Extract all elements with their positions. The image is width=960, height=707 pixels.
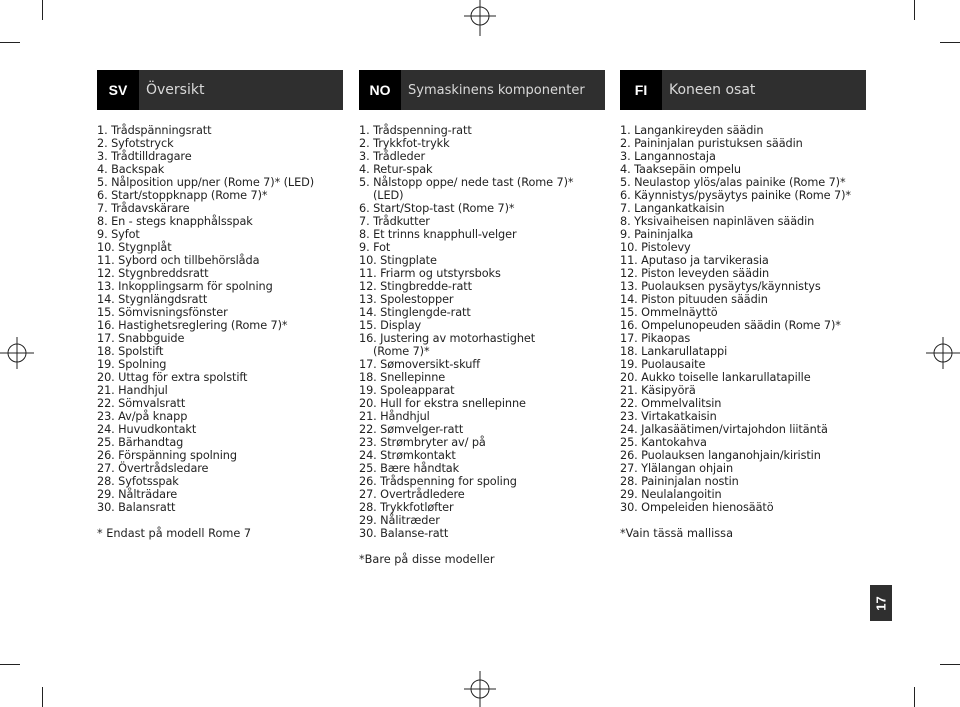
crop-mark (42, 0, 43, 20)
crop-mark (940, 42, 960, 43)
crop-mark (914, 0, 915, 20)
list-item: 17. Pikaopas (620, 332, 691, 345)
list-item: 10. Pistolevy (620, 241, 691, 254)
section-header (620, 70, 866, 110)
list-item: 10. Stingplate (359, 254, 437, 267)
list-item: 9. Paininjalka (620, 228, 694, 241)
list-item: 2. Paininjalan puristuksen säädin (620, 137, 803, 150)
crop-mark (0, 664, 20, 665)
list-item: 22. Sømvelger-ratt (359, 423, 464, 436)
column-no (359, 70, 605, 566)
list-item: 3. Trådtilldragare (97, 150, 192, 163)
list-item: 5. Neulastop ylös/alas painike (Rome 7)* (620, 176, 846, 189)
list-item: 2. Trykkfot-trykk (359, 137, 450, 150)
section-header (359, 70, 605, 110)
list-item: 10. Stygnplåt (97, 241, 172, 254)
list-item: 28. Paininjalan nostin (620, 475, 739, 488)
list-item: 16. Hastighetsreglering (Rome 7)* (97, 319, 288, 332)
list-item: 20. Aukko toiselle lankarullatapille (620, 371, 811, 384)
list-item: 14. Stygnlängdsratt (97, 293, 208, 306)
list-item: 24. Jalkasäätimen/virtajohdon liitäntä (620, 423, 828, 436)
section-header (97, 70, 343, 110)
list-item: 14. Piston pituuden säädin (620, 293, 768, 306)
list-item: 23. Virtakatkaisin (620, 410, 717, 423)
list-item: 21. Käsipyörä (620, 384, 696, 397)
list-item: 15. Sömvisningsfönster (97, 306, 228, 319)
list-item: 6. Käynnistys/pysäytys painike (Rome 7)* (620, 189, 851, 202)
list-item: 5. Nålstopp oppe/ nede tast (Rome 7)* (359, 176, 574, 189)
list-item: 11. Friarm og utstyrsboks (359, 267, 501, 280)
registration-mark (920, 333, 960, 373)
list-item: 17. Snabbguide (97, 332, 185, 345)
column-sv (97, 70, 343, 540)
list-item: 16. Justering av motorhastighet (359, 332, 536, 345)
list-item: 19. Spoleapparat (359, 384, 455, 397)
list-item: 4. Taaksepäin ompelu (620, 163, 741, 176)
list-item: 25. Bärhandtag (97, 436, 184, 449)
list-item: 30. Ompeleiden hienosäätö (620, 501, 774, 514)
list-item: 7. Trådkutter (359, 215, 430, 228)
list-item: 22. Ommelvalitsin (620, 397, 722, 410)
list-item: 29. Neulalangoitin (620, 488, 722, 501)
crop-mark (914, 687, 915, 707)
list-item: 26. Puolauksen langanohjain/kiristin (620, 449, 821, 462)
list-item: 28. Trykkfotløfter (359, 501, 454, 514)
list-item: 27. Övertrådsledare (97, 462, 209, 475)
list-item: 8. Et trinns knapphull-velger (359, 228, 517, 241)
list-item: 25. Bære håndtak (359, 462, 460, 475)
list-item: (Rome 7)* (359, 345, 430, 358)
list-item: 19. Puolausaite (620, 358, 706, 371)
list-item: 15. Ommelnäyttö (620, 306, 718, 319)
list-item: 24. Huvudkontakt (97, 423, 197, 436)
list-item: 20. Uttag för extra spolstift (97, 371, 248, 384)
list-item: 22. Sömvalsratt (97, 397, 186, 410)
list-item: 29. Nålträdare (97, 488, 178, 501)
list-item: 4. Backspak (97, 163, 165, 176)
list-item: 16. Ompelunopeuden säädin (Rome 7)* (620, 319, 841, 332)
crop-mark (940, 664, 960, 665)
section-title: Koneen osat (662, 70, 866, 110)
list-item: 12. Stingbredde-ratt (359, 280, 472, 293)
list-item: 8. En - stegs knapphålsspak (97, 215, 253, 228)
list-item: 23. Strømbryter av/ på (359, 436, 486, 449)
list-item: 25. Kantokahva (620, 436, 707, 449)
page-number: 17 (873, 595, 889, 611)
list-item: 18. Snellepinne (359, 371, 446, 384)
language-code: FI (634, 82, 648, 98)
list-item: 26. Trådspenning for spoling (359, 475, 517, 488)
list-item: 19. Spolning (97, 358, 167, 371)
list-item: 11. Sybord och tillbehörslåda (97, 254, 260, 267)
parts-list (359, 124, 605, 540)
footnote: * Endast på modell Rome 7 (97, 527, 252, 540)
list-item: 18. Spolstift (97, 345, 164, 358)
parts-list (97, 124, 343, 514)
list-item: 4. Retur-spak (359, 163, 433, 176)
list-item: 21. Handhjul (97, 384, 168, 397)
footnote: *Vain tässä mallissa (620, 527, 733, 540)
list-item: 23. Av/på knapp (97, 410, 188, 423)
parts-list (620, 124, 866, 514)
crop-mark (0, 42, 20, 43)
registration-mark (0, 333, 40, 373)
list-item: 11. Aputaso ja tarvikerasia (620, 254, 769, 267)
section-title: Översikt (139, 70, 343, 110)
list-item: (LED) (359, 189, 404, 202)
list-item: 6. Start/Stop-tast (Rome 7)* (359, 202, 515, 215)
list-item: 20. Hull for ekstra snellepinne (359, 397, 526, 410)
list-item: 9. Fot (359, 241, 391, 254)
list-item: 24. Strømkontakt (359, 449, 456, 462)
list-item: 12. Piston leveyden säädin (620, 267, 770, 280)
page-number-tab (870, 585, 892, 621)
list-item: 13. Puolauksen pysäytys/käynnistys (620, 280, 821, 293)
list-item: 21. Håndhjul (359, 410, 430, 423)
list-item: 6. Start/stoppknapp (Rome 7)* (97, 189, 268, 202)
list-item: 1. Langankireyden säädin (620, 124, 764, 137)
list-item: 18. Lankarullatappi (620, 345, 728, 358)
language-code: SV (108, 82, 128, 98)
crop-mark (42, 687, 43, 707)
section-title: Symaskinens komponenter (401, 70, 605, 110)
list-item: 1. Trådspenning-ratt (359, 124, 472, 137)
footnote: *Bare på disse modeller (359, 553, 495, 566)
list-item: 17. Sømoversikt-skuff (359, 358, 481, 371)
list-item: 1. Trådspänningsratt (97, 124, 212, 137)
list-item: 8. Yksivaiheisen napinläven säädin (620, 215, 815, 228)
list-item: 27. Overtrådledere (359, 488, 465, 501)
list-item: 12. Stygnbreddsratt (97, 267, 209, 280)
list-item: 2. Syfotstryck (97, 137, 174, 150)
list-item: 9. Syfot (97, 228, 140, 241)
list-item: 7. Trådavskärare (97, 202, 190, 215)
registration-mark (460, 0, 500, 40)
list-item: 26. Förspänning spolning (97, 449, 237, 462)
list-item: 14. Stinglengde-ratt (359, 306, 471, 319)
list-item: 30. Balanse-ratt (359, 527, 449, 540)
list-item: 13. Inkopplingsarm för spolning (97, 280, 273, 293)
language-code: NO (369, 82, 391, 98)
registration-mark (460, 667, 500, 707)
list-item: 5. Nålposition upp/ner (Rome 7)* (LED) (97, 176, 315, 189)
list-item: 30. Balansratt (97, 501, 176, 514)
list-item: 7. Langankatkaisin (620, 202, 725, 215)
list-item: 3. Trådleder (359, 150, 426, 163)
list-item: 15. Display (359, 319, 422, 332)
column-fi (620, 70, 866, 540)
list-item: 3. Langannostaja (620, 150, 716, 163)
list-item: 29. Nålitræder (359, 514, 440, 527)
list-item: 13. Spolestopper (359, 293, 454, 306)
list-item: 27. Ylälangan ohjain (620, 462, 734, 475)
list-item: 28. Syfotsspak (97, 475, 179, 488)
